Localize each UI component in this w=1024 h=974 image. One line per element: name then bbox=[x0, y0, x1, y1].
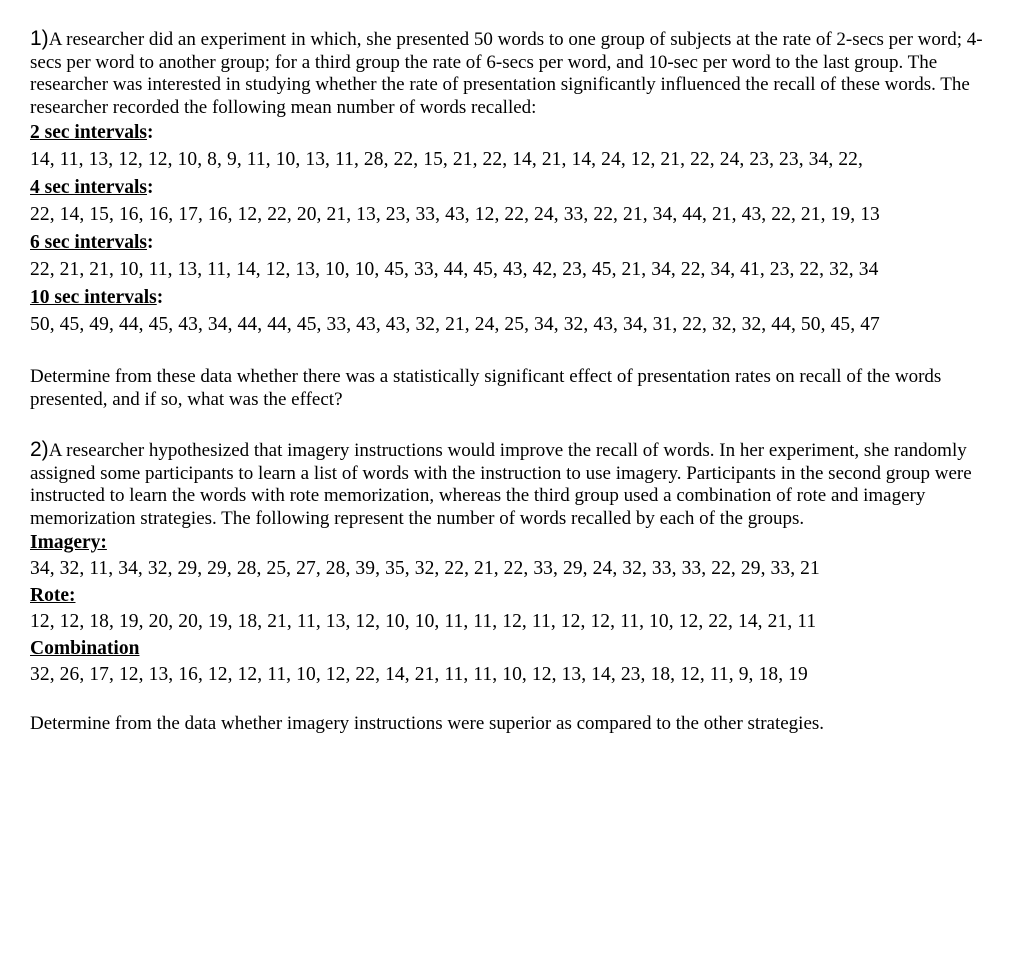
question-2-intro-text: A researcher hypothesized that imagery instructions would improve the recall of words. In her experiment, she randomly assigned some participants to learn a list of words with the instruction to use imagery. Participants in the second group were instructed to learn the words with rote memorization, whereas the third group used a combination of rote and imagery memorization strategies. The following represent the number of words recalled by each of the groups. bbox=[30, 440, 972, 529]
group-label-combination: Combination bbox=[30, 638, 140, 659]
q2-group-rote bbox=[30, 584, 990, 636]
q1-group-4sec bbox=[30, 176, 990, 229]
group-label-text: 4 sec intervals bbox=[30, 177, 147, 198]
label-colon: : bbox=[146, 232, 154, 253]
group-values-combination: 32, 26, 17, 12, 13, 16, 12, 12, 11, 10, 12, 22, 14, 21, 11, 11, 10, 12, 13, 14, 23, 18, 12, 11, 9, 18, 19 bbox=[30, 664, 808, 685]
group-values-6-sec: 22, 21, 21, 10, 11, 13, 11, 14, 12, 13, 10, 10, 45, 33, 44, 45, 43, 42, 23, 45, 21, 34, 22, 34, 41, 23, 22, 32, 34 bbox=[30, 259, 879, 280]
group-label-4-sec bbox=[30, 176, 990, 200]
q2-group-imagery bbox=[30, 531, 990, 583]
spacer bbox=[30, 339, 990, 366]
q2-groups bbox=[30, 531, 990, 689]
question-1-intro-text: A researcher did an experiment in which, she presented 50 words to one group of subjects at the rate of 2-secs per word; 4-secs per word to another group; for a third group the rate of 6-secs per word, and 10-sec per word to the last group. The researcher was interested in studying whether the rate of presentation significantly influenced the recall of these words. The researcher recorded the following mean number of words recalled: bbox=[30, 29, 983, 118]
q1-group-2sec bbox=[30, 121, 990, 174]
group-label-rote: Rote: bbox=[30, 585, 76, 606]
label-colon: : bbox=[146, 177, 154, 198]
group-label-text: 6 sec intervals bbox=[30, 232, 147, 253]
q1-group-6sec bbox=[30, 231, 990, 284]
document-page bbox=[30, 28, 990, 736]
group-values-10-sec: 50, 45, 49, 44, 45, 43, 34, 44, 44, 45, 33, 43, 43, 32, 21, 24, 25, 34, 32, 43, 34, 31, 22, 32, 32, 44, 50, 45, 47 bbox=[30, 314, 880, 335]
group-values-2-sec: 14, 11, 13, 12, 12, 10, 8, 9, 11, 10, 13, 11, 28, 22, 15, 21, 22, 14, 21, 14, 24, 12, 21, 22, 24, 23, 23, 34, 22, bbox=[30, 149, 864, 170]
group-values-rote: 12, 12, 18, 19, 20, 20, 19, 18, 21, 11, 13, 12, 10, 10, 11, 11, 12, 11, 12, 12, 11, 10, 12, 22, 14, 21, 11 bbox=[30, 611, 817, 632]
group-values-4-sec: 22, 14, 15, 16, 16, 17, 16, 12, 22, 20, 21, 13, 23, 33, 43, 12, 22, 24, 33, 22, 21, 34, 44, 21, 43, 22, 21, 19, 13 bbox=[30, 204, 880, 225]
question-2-intro bbox=[30, 439, 990, 530]
spacer bbox=[30, 689, 990, 713]
question-1-number: 1) bbox=[30, 27, 49, 50]
q2-group-combination bbox=[30, 637, 990, 689]
spacer bbox=[30, 411, 990, 439]
group-label-text: 2 sec intervals bbox=[30, 122, 147, 143]
group-label-text: 10 sec intervals bbox=[30, 287, 157, 308]
question-2-prompt: Determine from the data whether imagery instructions were superior as compared to the other strategies. bbox=[30, 713, 825, 734]
group-values-imagery: 34, 32, 11, 34, 32, 29, 29, 28, 25, 27, 28, 39, 35, 32, 22, 21, 22, 33, 29, 24, 32, 33, 33, 22, 29, 33, 21 bbox=[30, 558, 820, 579]
label-colon: : bbox=[156, 287, 164, 308]
group-label-10-sec bbox=[30, 286, 990, 310]
q1-group-10sec bbox=[30, 286, 990, 339]
group-label-imagery: Imagery: bbox=[30, 532, 107, 553]
group-label-6-sec bbox=[30, 231, 990, 255]
question-2-number: 2) bbox=[30, 438, 49, 461]
question-1-intro bbox=[30, 28, 990, 119]
group-label-2-sec bbox=[30, 121, 990, 145]
question-1-prompt: Determine from these data whether there was a statistically significant effect of presentation rates on recall of the words presented, and if so, what was the effect? bbox=[30, 366, 942, 410]
label-colon: : bbox=[146, 122, 154, 143]
